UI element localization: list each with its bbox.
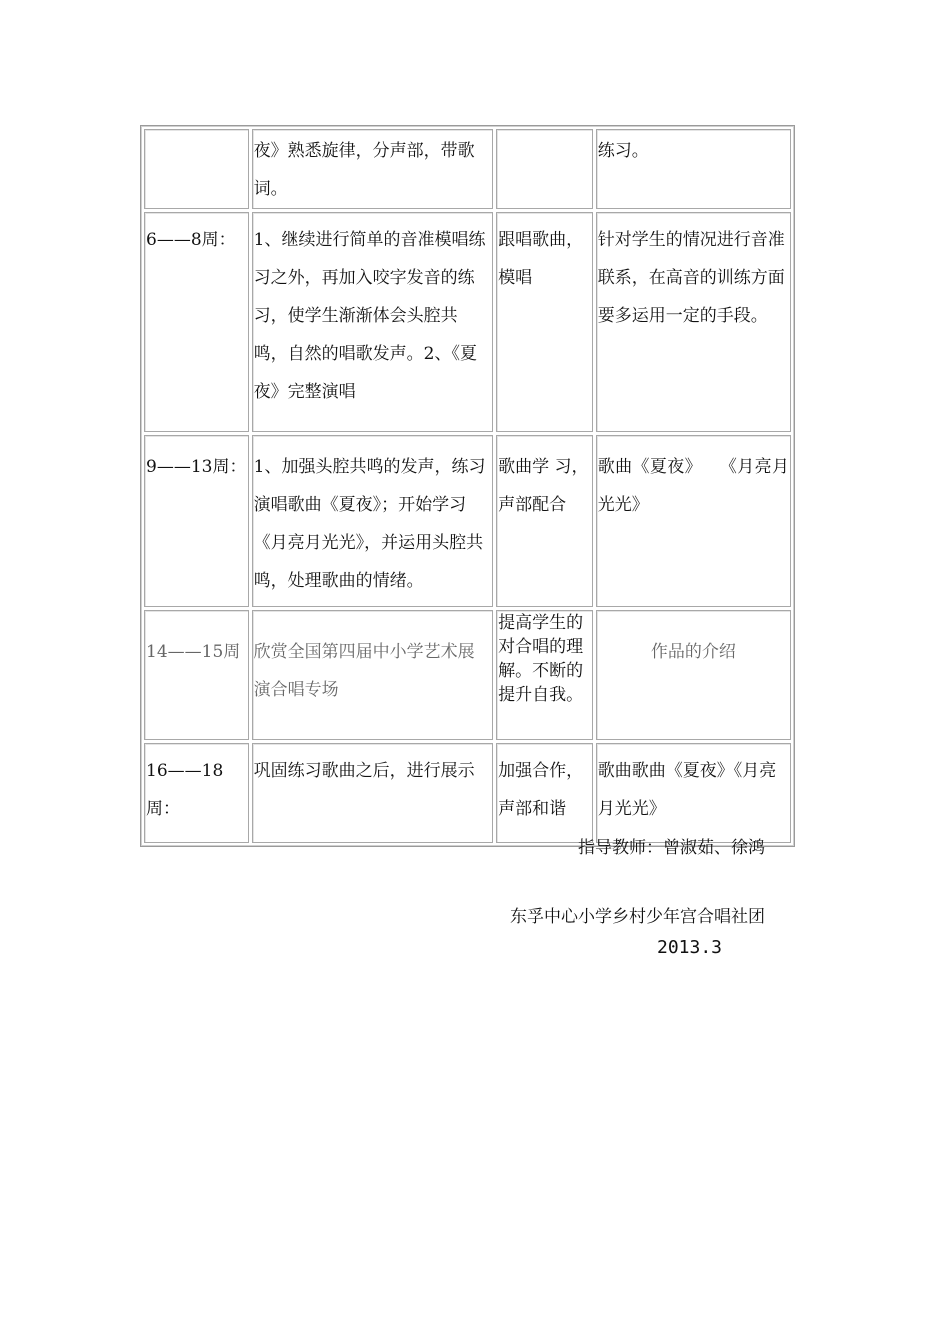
content-cell: 欣赏全国第四届中小学艺术展演合唱专场 [252,610,494,740]
week-cell: 16——18周： [144,743,249,843]
goal-cell: 练习。 [596,129,791,209]
goal-cell: 歌曲《夏夜》 《月亮月光光》 [596,435,791,607]
content-cell: 巩固练习歌曲之后，进行展示 [252,743,494,843]
table-row [144,435,791,607]
table-row [144,743,791,843]
table-row [144,212,791,432]
document-date: 2013.3 [657,937,723,958]
organization-name: 东孚中心小学乡村少年宫合唱社团 [510,907,765,927]
goal-cell: 作品的介绍 [596,610,791,740]
method-cell [496,129,593,209]
week-cell [144,129,249,209]
week-cell: 6——8周： [144,212,249,432]
method-cell: 跟唱歌曲，模唱 [496,212,593,432]
method-cell: 提高学生的对合唱的理解。不断的提升自我。 [496,610,593,740]
content-cell: 夜》熟悉旋律，分声部，带歌词。 [252,129,494,209]
week-cell: 14——15周 [144,610,249,740]
table-row [144,129,791,209]
content-cell: 1、加强头腔共鸣的发声，练习演唱歌曲《夏夜》；开始学习《月亮月光光》，并运用头腔共鸣，处理歌曲的情绪。 [252,435,494,607]
schedule-table [140,125,795,847]
method-cell: 加强合作，声部和谐 [496,743,593,843]
goal-cell: 歌曲歌曲《夏夜》《月亮月光光》 [596,743,791,843]
week-cell: 9——13周： [144,435,249,607]
content-cell: 1、继续进行简单的音准模唱练习之外，再加入咬字发音的练习，使学生渐渐体会头腔共鸣，自然的唱歌发声。2、《夏夜》完整演唱 [252,212,494,432]
method-cell: 歌曲学 习，声部配合 [496,435,593,607]
goal-cell: 针对学生的情况进行音准联系，在高音的训练方面要多运用一定的手段。 [596,212,791,432]
teacher-signature: 指导教师：曾淑茹、徐鸿 [578,838,765,858]
table-row [144,610,791,740]
